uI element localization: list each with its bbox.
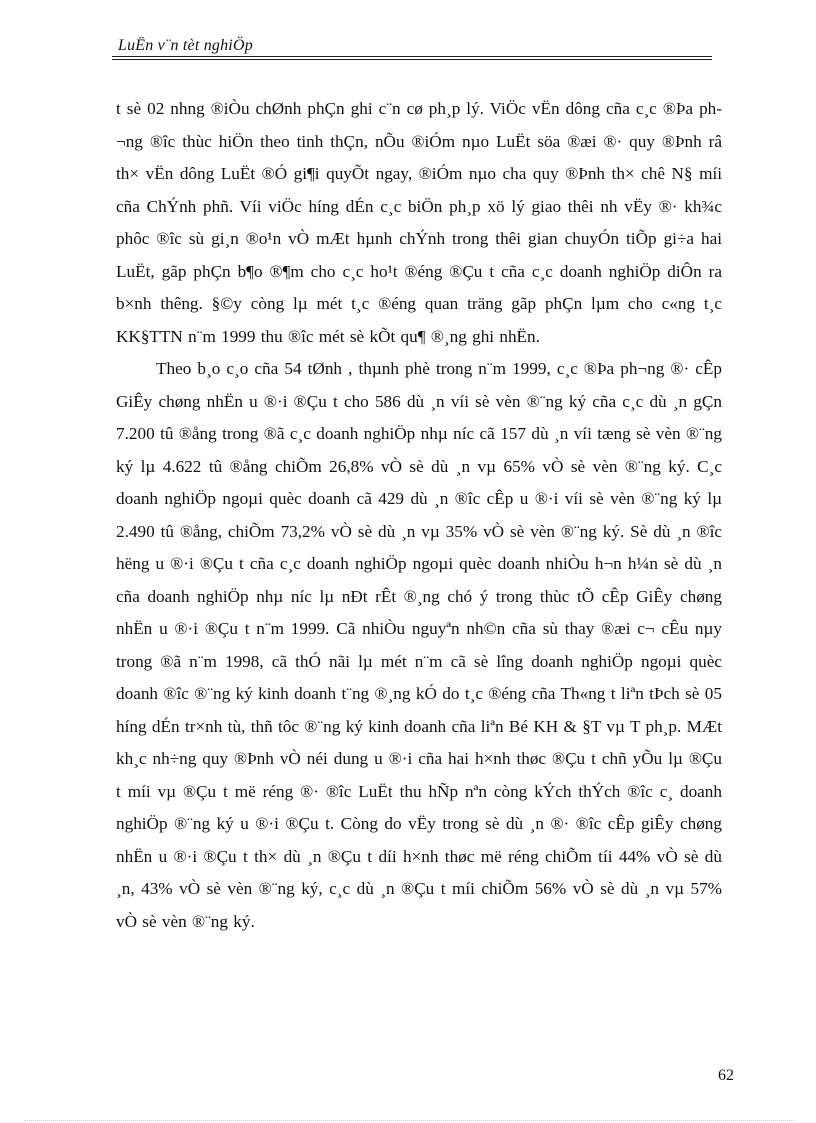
header-rule-double [112, 59, 712, 60]
header-rule [112, 56, 712, 57]
paragraph: Theo b¸o c¸o cña 54 tØnh , thµnh phè trong n¨m 1999, c¸c ®Þa ph¬ng ®· cÊp GiÊy chøng nhËn u ®·i ®Çu t cho 586 dù ¸n víi sè vèn ®¨ng ký cña c¸c dù ¸n gÇn 7.200 tû ®ång trong ®ã c¸c doanh nghiÖp nhµ níc cã 157 dù ¸n víi tæng sè vèn ®¨ng ký lµ 4.622 tû ®ång chiÕm 26,8% vÒ sè dù ¸n vµ 65% vÒ sè vèn ®¨ng ký. C¸c doanh nghiÖp ngoµi quèc doanh cã 429 dù ¸n ®îc cÊp u ®·i víi sè vèn ®¨ng ký lµ 2.490 tû ®ång, chiÕm 73,2% vÒ sè dù ¸n vµ 35% vÒ sè vèn ®¨ng ký. Sè dù ¸n ®îc hëng u ®·i ®Çu t cña c¸c doanh nghiÖp ngoµi quèc doanh nhiÒu h¬n h¼n sè dù ¸n cña doanh nghiÖp nhµ níc lµ nÐt rÊt ®¸ng chó ý trong thùc tÕ cÊp GiÊy chøng nhËn u ®·i ®Çu t n¨m 1999. Cã nhiÒu nguyªn nh©n cña sù thay ®æi c¬ cÊu nµy trong ®ã n¨m 1998, cã thÓ nãi lµ mét n¨m cã sè lîng doanh nghiÖp ngoµi quèc doanh ®îc ®¨ng ký kinh doanh t¨ng ®¸ng kÓ do t¸c ®éng cña Th«ng t liªn tÞch sè 05 híng dÉn tr×nh tù, thñ tôc ®¨ng ký kinh doanh cña liªn Bé KH & §T vµ T ph¸p. MÆt kh¸c nh÷ng quy ®Þnh vÒ néi dung u ®·i cña hai h×nh thøc ®Çu t chñ yÕu lµ ®Çu t míi vµ ®Çu t më réng ®· ®îc LuËt thu hÑp nªn còng kÝch thÝch ®îc c¸ doanh nghiÖp ®¨ng ký u ®·i ®Çu t. Còng do vËy trong sè dù ¸n ®· ®îc cÊp giÊy chøng nhËn u ®·i ®Çu t th× dù ¸n ®Çu t díi h×nh thøc më réng chiÕm tíi 44% vÒ sè dù ¸n, 43% vÒ sè vèn ®¨ng ký, c¸c dù ¸n ®Çu t míi chiÕm 56% vÒ sè dù ¸n vµ 57% vÒ sè vèn ®¨ng ký. [116, 359, 722, 931]
running-header: LuËn v¨n tèt nghiÖp [118, 37, 253, 54]
page-edge-divider [24, 1120, 794, 1121]
paragraph: t sè 02 nhng ®iÒu chØnh phÇn ghi c¨n cø ph¸p lý. ViÖc vËn dông cña c¸c ®Þa ph¬ng ®îc thùc hiÖn theo tinh thÇn, nÕu ®iÓm nµo LuËt söa ®æi ®· quy ®Þnh râ th× vËn dông LuËt ®Ó gi¶i quyÕt ngay, ®iÓm nµo cha quy ®Þnh th× chê N§ míi cña ChÝnh phñ. Víi viÖc híng dÉn c¸c biÖn ph¸p xö lý giao thêi nh vËy ®· kh¾c phôc ®îc sù gi¸n ®o¹n vÒ mÆt hµnh chÝnh trong thêi gian chuyÓn tiÕp gi÷a hai LuËt, gãp phÇn b¶o ®¶m cho c¸c ho¹t ®éng ®Çu t cña c¸c doanh nghiÖp diÔn ra b×nh thêng. §©y còng lµ mét t¸c ®éng quan träng gãp phÇn lµm cho c«ng t¸c KK§TTN n¨m 1999 thu ®îc mét sè kÕt qu¶ ®¸ng ghi nhËn. [116, 99, 722, 346]
page-number: 62 [718, 1067, 734, 1084]
body-text [116, 93, 722, 938]
